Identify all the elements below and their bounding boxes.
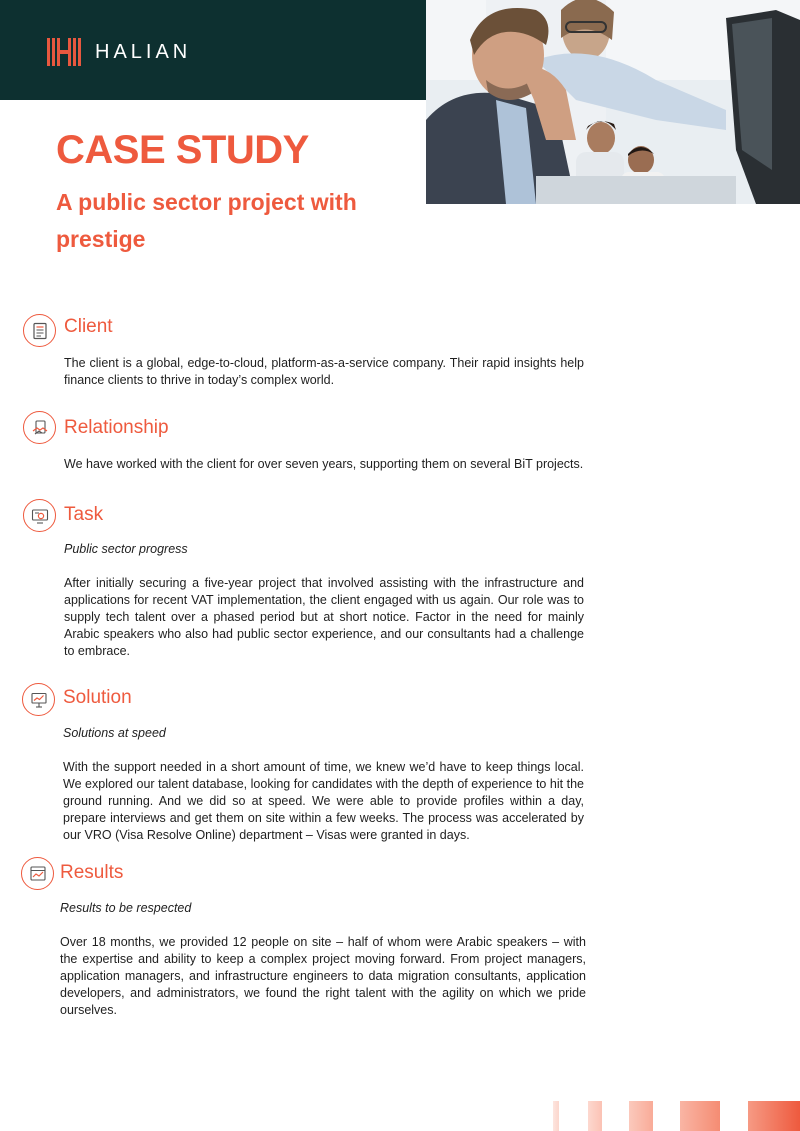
- task-text: After initially securing a five-year project that involved assisting with the infrastructure and applications for recent VAT implementation, the client engaged with us again. Our role was to supply tech talent over a phased period but at short notice. Factor in the need for mainly Arabic speakers who also had public sector experience, and our consultants had a challenge to embrace.: [64, 576, 584, 658]
- document-icon: [23, 314, 56, 347]
- relationship-text: We have worked with the client for over seven years, supporting them on several BiT projects.: [64, 457, 584, 471]
- footer-decoration-bar: [588, 1101, 602, 1131]
- footer-decoration-bar: [748, 1101, 800, 1131]
- client-text: The client is a global, edge-to-cloud, platform-as-a-service company. Their rapid insights help finance clients to thrive in today’s complex world.: [64, 356, 584, 387]
- logo-wordmark: HALIAN: [95, 40, 192, 63]
- solution-subheading: Solutions at speed: [63, 726, 166, 740]
- results-subheading: Results to be respected: [60, 901, 192, 915]
- client-heading: Client: [64, 316, 113, 337]
- footer-decoration-bar: [553, 1101, 559, 1131]
- relationship-heading: Relationship: [64, 417, 169, 438]
- task-subheading: Public sector progress: [64, 542, 188, 556]
- results-chart-icon: [21, 857, 54, 890]
- hero-photo: [426, 0, 800, 204]
- results-heading: Results: [60, 862, 124, 883]
- halian-logo-mark-icon: [47, 38, 81, 66]
- footer-decoration-bar: [680, 1101, 720, 1131]
- halian-logo: [47, 38, 191, 66]
- results-text: Over 18 months, we provided 12 people on site – half of whom were Arabic speakers – with the expertise and ability to keep a complex project moving forward. From project managers, application managers, and infrastructure engineers to data migration consultants, application developers, and administrators, we found the right talent with the agility on which we pride ourselves.: [60, 935, 586, 1017]
- task-heading: Task: [64, 504, 104, 525]
- settings-monitor-icon: [23, 499, 56, 532]
- presentation-board-icon: [22, 683, 55, 716]
- handshake-icon: [23, 411, 56, 444]
- page-title: CASE STUDY: [56, 128, 309, 172]
- solution-text: With the support needed in a short amount of time, we knew we’d have to keep things local. We explored our talent database, looking for candidates with the depth of experience to hit the ground running. And we did so at speed. We were able to provide profiles within a day, prepare interviews and get them on site within a few weeks. The process was accelerated by our VRO (Visa Resolve Online) department – Visas were granted in days.: [63, 760, 584, 842]
- page-subtitle: A public sector project with prestige: [56, 189, 357, 252]
- header-band: [0, 0, 426, 100]
- footer-decoration-bar: [629, 1101, 653, 1131]
- solution-heading: Solution: [63, 687, 132, 708]
